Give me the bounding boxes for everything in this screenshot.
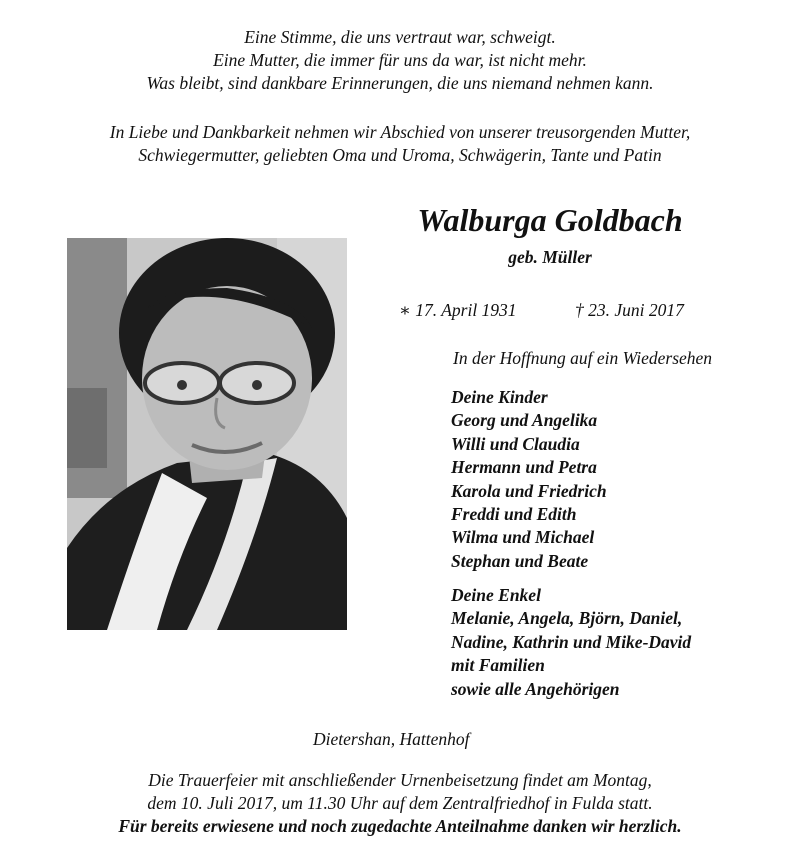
notice-line: dem 10. Juli 2017, um 11.30 Uhr auf dem Zentralfriedhof in Fulda statt. [147, 793, 653, 813]
list-heading: Deine Enkel [451, 585, 541, 605]
list-item: mit Familien [451, 655, 545, 676]
verse-line: Was bleibt, sind dankbare Erinnerungen, die uns niemand nehmen kann. [146, 73, 654, 93]
death-date: † 23. Juni 2017 [575, 300, 684, 320]
list-item: Wilma und Michael [451, 527, 595, 548]
list-heading: Deine Kinder [451, 387, 548, 407]
opening-verse [0, 26, 800, 95]
funeral-notice [0, 769, 800, 838]
place-line: Dietershan, Hattenhof [313, 729, 470, 749]
intro-line: In Liebe und Dankbarkeit nehmen wir Abschied von unserer treusorgenden Mutter, [109, 122, 691, 142]
birth-date: ∗ 17. April 1931 [399, 300, 517, 320]
verse-line: Eine Mutter, die immer für uns da war, ist nicht mehr. [213, 50, 587, 70]
thanks-line: Für bereits erwiesene und noch zugedachte Anteilnahme danken wir herzlich. [118, 816, 682, 836]
grandchildren-list [451, 584, 691, 701]
intro-line: Schwiegermutter, geliebten Oma und Uroma, Schwägerin, Tante und Patin [138, 145, 662, 165]
list-item: Willi und Claudia [451, 433, 580, 454]
list-item: sowie alle Angehörigen [451, 678, 620, 699]
list-item: Nadine, Kathrin und Mike-David [451, 631, 692, 652]
list-item: Freddi und Edith [451, 504, 577, 525]
list-item: Stephan und Beate [451, 550, 589, 571]
portrait-photo [67, 238, 347, 630]
farewell-intro [0, 121, 800, 167]
verse-line: Eine Stimme, die uns vertraut war, schweigt. [244, 27, 556, 47]
children-list [451, 386, 607, 573]
list-item: Georg und Angelika [451, 410, 598, 431]
list-item: Hermann und Petra [451, 457, 597, 478]
list-item: Melanie, Angela, Björn, Daniel, [451, 608, 683, 629]
notice-line: Die Trauerfeier mit anschließender Urnenbeisetzung findet am Montag, [148, 770, 652, 790]
hope-line: In der Hoffnung auf ein Wiedersehen [453, 348, 713, 368]
list-item: Karola und Friedrich [451, 480, 607, 501]
maiden-name: geb. Müller [508, 247, 592, 267]
deceased-name: Walburga Goldbach [417, 202, 683, 238]
